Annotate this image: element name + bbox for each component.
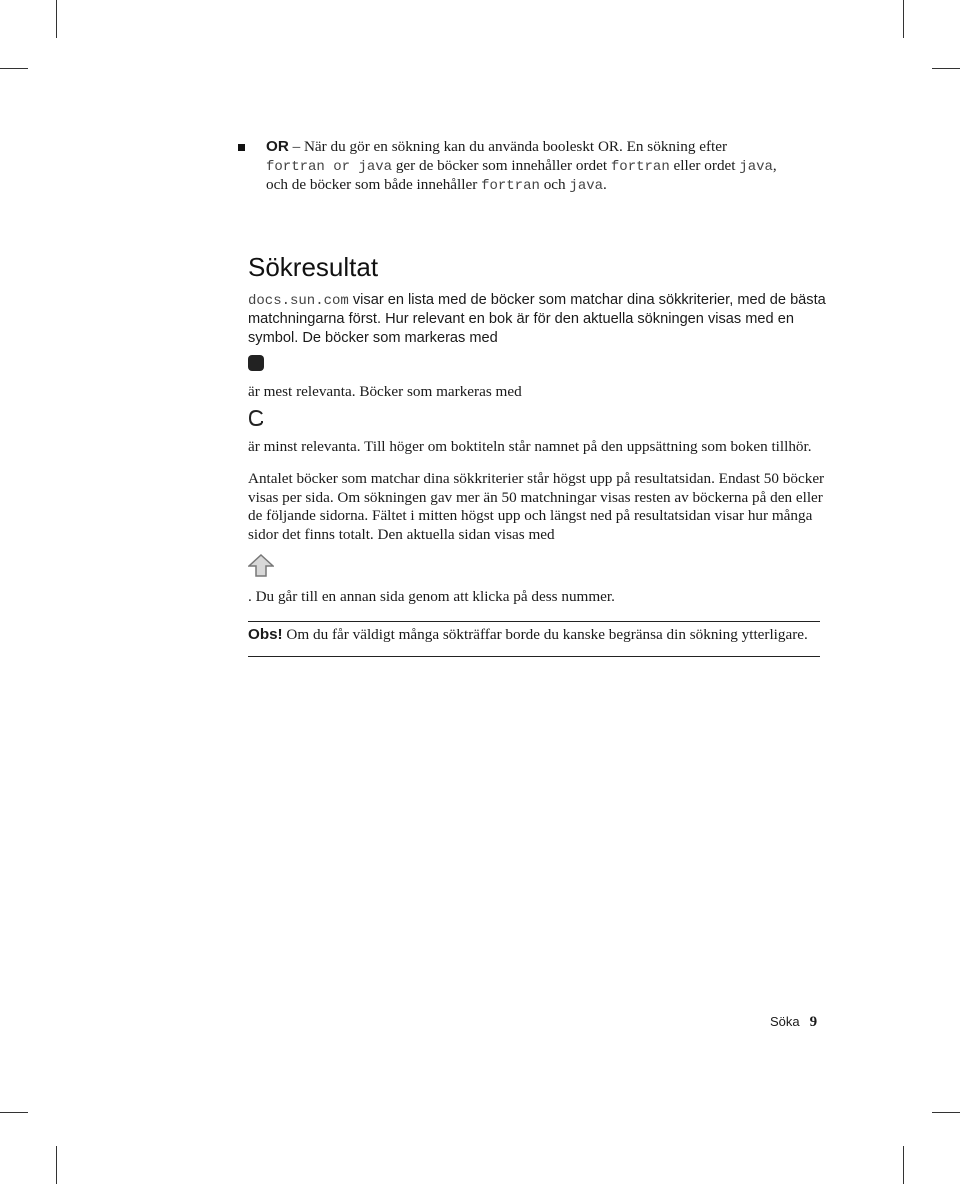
page-footer [770,1014,817,1031]
crop-mark [0,1112,28,1113]
note-text: Obs! Om du får väldigt många sökträffar borde du kanske begränsa din sökning ytterligare. [248,625,808,643]
crop-mark [932,1112,960,1113]
bullet-marker [238,144,245,151]
crop-mark [56,1146,57,1184]
note-label: Obs! [248,625,283,643]
crop-mark [932,68,960,69]
page-count-text: Antalet böcker som matchar dina sökkriterier står högst upp på resultatsidan. Endast 50 böcker visas per sida. Om sökningen gav mer än 50 matchningar visas resten av böckerna på den eller de följande sidorna. Fältet i mitten högst upp och längst ned på resultatsidan visar hur många sidor det finns totalt. Den aktuella sidan visas med [248,470,825,543]
bullet-item-or [248,138,828,196]
least-relevant-icon-line [248,408,828,434]
bullet-term: OR [266,138,289,155]
crop-mark [903,0,904,38]
current-page-icon-line [248,554,828,584]
least-relevant-text: är minst relevanta. Till höger om boktiteln står namnet på den uppsättning som boken tillhör. [248,437,812,455]
most-relevant-icon-line [248,353,828,379]
note-box [248,621,820,658]
footer-label: Söka [770,1014,800,1029]
section-heading: Sökresultat [248,251,379,282]
results-intro: docs.sun.com visar en lista med de böcker som matchar dina sökkriterier, med de bästa matchningarna först. Hur relevant en bok är för den aktuella sökningen visas med en symbol. De böcker som markeras med [248,291,826,346]
navigation-text: . Du går till en annan sida genom att klicka på dess nummer. [248,588,615,605]
empty-relevance-icon [248,410,264,426]
crop-mark [56,0,57,38]
filled-relevance-icon [248,355,264,371]
page-content [248,138,828,657]
crop-mark [0,68,28,69]
page-number: 9 [809,1014,818,1030]
crop-mark [903,1146,904,1184]
bullet-paragraph: OR – När du gör en sökning kan du använda booleskt OR. En sökning efter fortran or java ger de böcker som innehåller ordet fortran eller ordet java, och de böcker som både innehåller fortran och java. [266,138,777,194]
most-relevant-text: är mest relevanta. Böcker som markeras med [248,383,522,400]
up-arrow-icon [248,554,274,578]
